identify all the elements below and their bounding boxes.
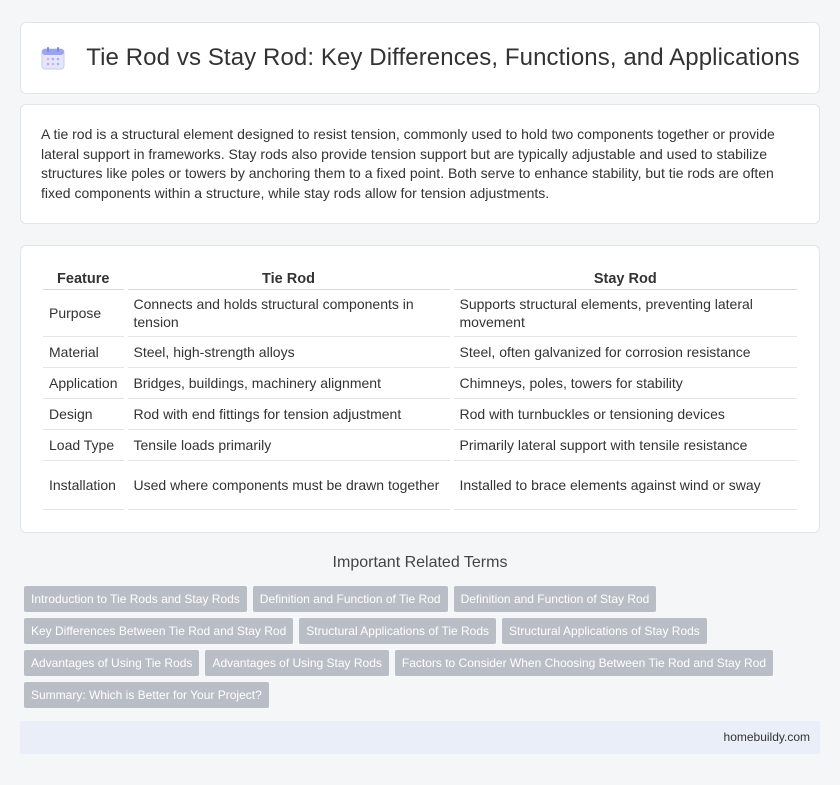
- cell-tie-rod: Rod with end fittings for tension adjustment: [128, 399, 450, 430]
- footer-site-link[interactable]: homebuildy.com: [723, 730, 810, 744]
- related-term-tag[interactable]: Key Differences Between Tie Rod and Stay Rod: [24, 618, 293, 644]
- intro-section: [20, 104, 820, 224]
- related-term-tag[interactable]: Structural Applications of Stay Rods: [502, 618, 707, 644]
- page-title: Tie Rod vs Stay Rod: Key Differences, Functions, and Applications: [86, 44, 800, 71]
- cell-feature: Design: [43, 399, 124, 430]
- cell-stay-rod: Chimneys, poles, towers for stability: [454, 368, 798, 399]
- table-row: [43, 337, 797, 368]
- related-term-tag[interactable]: Introduction to Tie Rods and Stay Rods: [24, 586, 247, 612]
- cell-tie-rod: Connects and holds structural components in tension: [128, 290, 450, 337]
- cell-feature: Application: [43, 368, 124, 399]
- related-terms-title: Important Related Terms: [332, 554, 508, 571]
- cell-stay-rod: Steel, often galvanized for corrosion resistance: [454, 337, 798, 368]
- cell-tie-rod: Bridges, buildings, machinery alignment: [128, 368, 450, 399]
- comparison-table-card: [20, 245, 820, 533]
- cell-stay-rod: Installed to brace elements against wind or sway: [454, 461, 798, 510]
- table-row: [43, 399, 797, 430]
- comparison-table: [39, 266, 801, 510]
- cell-feature: Material: [43, 337, 124, 368]
- related-term-tag[interactable]: Factors to Consider When Choosing Between Tie Rod and Stay Rod: [395, 650, 773, 676]
- related-term-tag[interactable]: Advantages of Using Stay Rods: [205, 650, 388, 676]
- cell-stay-rod: Supports structural elements, preventing lateral movement: [454, 290, 798, 337]
- cell-feature: Load Type: [43, 430, 124, 461]
- table-header-row: [43, 266, 797, 290]
- cell-feature: Purpose: [43, 290, 124, 337]
- header-stay-rod: Stay Rod: [454, 266, 798, 290]
- table-row: [43, 290, 797, 337]
- cell-stay-rod: Primarily lateral support with tensile resistance: [454, 430, 798, 461]
- calendar-icon: [40, 45, 66, 71]
- header-feature: Feature: [43, 266, 124, 290]
- table-row: [43, 430, 797, 461]
- cell-tie-rod: Steel, high-strength alloys: [128, 337, 450, 368]
- related-term-tag[interactable]: Definition and Function of Tie Rod: [253, 586, 448, 612]
- header-tie-rod: Tie Rod: [128, 266, 450, 290]
- related-terms-tags: [24, 586, 820, 708]
- related-term-tag[interactable]: Structural Applications of Tie Rods: [299, 618, 496, 644]
- cell-stay-rod: Rod with turnbuckles or tensioning devices: [454, 399, 798, 430]
- cell-feature: Installation: [43, 461, 124, 510]
- page-header: [20, 22, 820, 94]
- footer: [20, 721, 820, 754]
- table-row: [43, 461, 797, 510]
- related-term-tag[interactable]: Definition and Function of Stay Rod: [454, 586, 657, 612]
- intro-text: A tie rod is a structural element designed to resist tension, commonly used to hold two components together or provide lateral support in frameworks. Stay rods also provide tension support but are typically adjustable and used to stabilize structures like poles or towers by anchoring them to a fixed point. Both serve to enhance stability, but tie rods are often fixed components within a structure, while stay rods allow for tension adjustments.: [41, 126, 775, 201]
- table-row: [43, 368, 797, 399]
- cell-tie-rod: Used where components must be drawn together: [128, 461, 450, 510]
- related-term-tag[interactable]: Advantages of Using Tie Rods: [24, 650, 199, 676]
- cell-tie-rod: Tensile loads primarily: [128, 430, 450, 461]
- related-term-tag[interactable]: Summary: Which is Better for Your Project?: [24, 682, 269, 708]
